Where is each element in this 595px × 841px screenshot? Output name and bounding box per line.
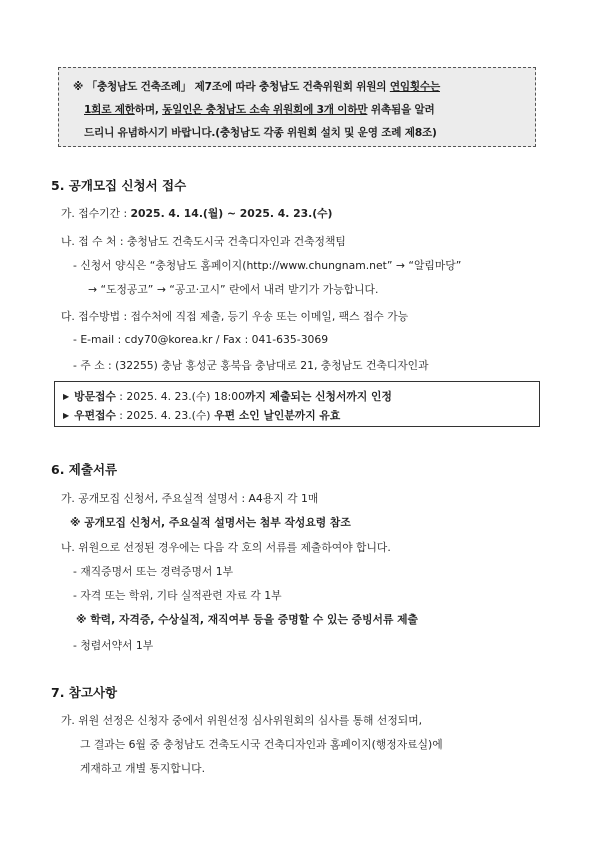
notice-line-1	[59, 79, 535, 94]
section-5-na-sub-1: - 신청서 양식은 “충청남도 홈페이지(http://www.chungnam.net” → “알림마당”	[73, 259, 462, 272]
triangle-bullet-icon: ▶	[63, 392, 70, 401]
section-5-item-da: 다. 접수방법 : 접수처에 직접 제출, 등기 우송 또는 이메일, 팩스 접수 가능	[61, 310, 409, 323]
section-6-ga-note: ※ 공개모집 신청서, 주요실적 설명서는 첨부 작성요령 참조	[70, 516, 351, 529]
section-6-na-sub-3: - 청렴서약서 1부	[73, 639, 154, 652]
section-7-item-ga-line-3: 게재하고 개별 통지합니다.	[80, 762, 206, 775]
section-6-na-sub-1: - 재직증명서 또는 경력증명서 1부	[73, 565, 234, 578]
notice-text: 하며,	[134, 104, 163, 116]
section-5-da-sub-2: - 주 소 : (32255) 충남 홍성군 홍북읍 충남대로 21, 충청남도 건축디자인과	[73, 359, 429, 372]
section-6-title: 6. 제출서류	[51, 462, 118, 477]
deadline-visit-label: 방문접수	[74, 390, 116, 403]
deadline-visit-note: 까지 제출되는 신청서까지 인정	[245, 390, 392, 403]
period-label: 가. 접수기간 :	[61, 207, 131, 220]
section-7-item-ga-line-2: 그 결과는 6월 중 충청남도 건축도시국 건축디자인과 홈페이지(행정자료실)에	[80, 738, 443, 751]
deadline-post	[63, 408, 340, 423]
deadline-post-note: 우편 소인 날인분까지 유효	[210, 409, 341, 422]
notice-box	[58, 67, 536, 147]
section-5-item-ga	[61, 206, 333, 221]
section-6-item-ga: 가. 공개모집 신청서, 주요실적 설명서 : A4용지 각 1매	[61, 492, 319, 505]
triangle-bullet-icon: ▶	[63, 411, 70, 420]
deadline-visit	[63, 389, 392, 404]
notice-text: 「충청남도 건축조례」 제7조에 따라 충청남도 건축위원회 위원의	[83, 81, 390, 93]
notice-text: 위촉됨을 알려	[367, 104, 435, 116]
section-5-title: 5. 공개모집 신청서 접수	[51, 178, 187, 193]
deadline-visit-date: : 2025. 4. 23.(수) 18:00	[115, 390, 246, 403]
reference-mark: ※	[73, 81, 84, 93]
deadline-post-date: : 2025. 4. 23.(수)	[115, 409, 211, 422]
deadline-box	[54, 381, 540, 427]
section-6-na-note: ※ 학력, 자격증, 수상실적, 재직여부 등을 증명할 수 있는 증빙서류 제출	[76, 613, 418, 626]
section-6-na-sub-2: - 자격 또는 학위, 기타 실적관련 자료 각 1부	[73, 589, 282, 602]
section-7-title: 7. 참고사항	[51, 685, 118, 700]
deadline-post-label: 우편접수	[74, 409, 116, 422]
notice-underlined-text: 1회로 제한	[84, 104, 135, 116]
section-5-na-sub-2: → “도정공고” → “공고·고시” 란에서 내려 받기가 가능합니다.	[88, 283, 379, 296]
notice-text: 드리니 유념하시기 바랍니다.(충청남도 각종 위원회 설치 및 운영 조례 제8조)	[84, 127, 437, 139]
notice-underlined-text: 동일인은 충청남도 소속 위원회에 3개 이하만	[162, 104, 368, 116]
period-value: 2025. 4. 14.(월) ~ 2025. 4. 23.(수)	[130, 207, 333, 220]
section-5-da-sub-1: - E-mail : cdy70@korea.kr / Fax : 041-635-3069	[73, 333, 329, 346]
notice-line-2	[59, 102, 535, 117]
section-5-item-na: 나. 접 수 처 : 충청남도 건축도시국 건축디자인과 건축정책팀	[61, 235, 346, 248]
notice-underlined-text: 연임횟수는	[389, 81, 440, 93]
notice-line-3	[59, 125, 535, 140]
section-7-item-ga-line-1: 가. 위원 선정은 신청자 중에서 위원선정 심사위원회의 심사를 통해 선정되며,	[61, 714, 423, 727]
section-6-item-na: 나. 위원으로 선정된 경우에는 다음 각 호의 서류를 제출하여야 합니다.	[61, 541, 391, 554]
